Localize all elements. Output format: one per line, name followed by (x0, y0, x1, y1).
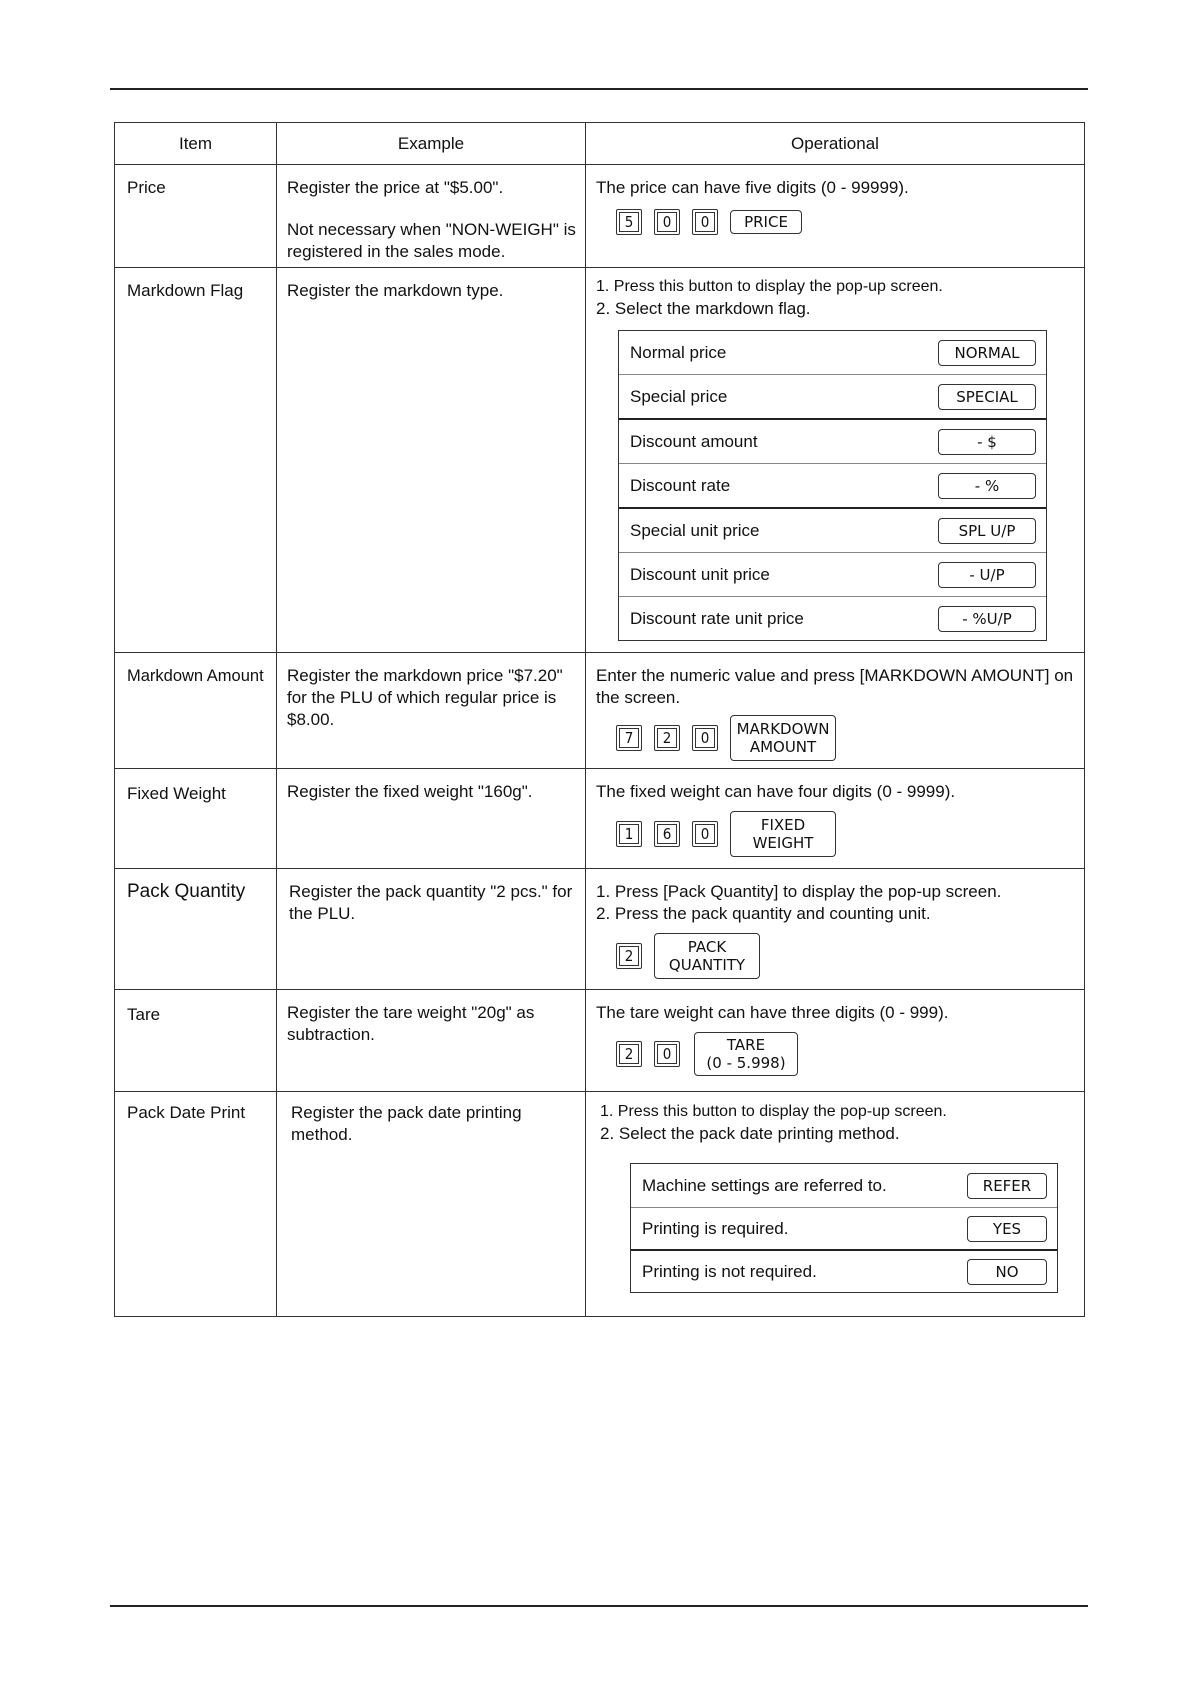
option-label: Special unit price (630, 520, 760, 540)
button-line2: AMOUNT (749, 738, 817, 756)
key-7[interactable] (616, 725, 642, 751)
popup-option-yes (631, 1207, 1057, 1249)
popup-option-discount-rate (619, 463, 1046, 507)
popup-option-normal (619, 331, 1046, 374)
item-fixed-weight: Fixed Weight (115, 769, 277, 869)
price-key-sequence (616, 209, 1084, 235)
popup-option-discount-rate-unit-price (619, 596, 1046, 640)
key-0[interactable] (692, 821, 718, 847)
key-0[interactable] (654, 1041, 680, 1067)
key-label: 2 (619, 1044, 639, 1064)
key-0[interactable] (692, 209, 718, 235)
key-2[interactable] (616, 943, 642, 969)
table-row-markdown-amount (115, 653, 1085, 769)
example-pack-quantity: Register the pack quantity "2 pcs." for the PLU. (277, 869, 586, 990)
table-row-pack-date-print (115, 1092, 1085, 1317)
operational-markdown-flag (586, 268, 1085, 653)
table-header-row (115, 123, 1085, 165)
discount-up-button[interactable]: - U/P (938, 562, 1036, 588)
key-6[interactable] (654, 821, 680, 847)
example-markdown-amount: Register the markdown price "$7.20" for the PLU of which regular price is $8.00. (277, 653, 586, 769)
example-markdown-flag: Register the markdown type. (277, 268, 586, 653)
popup-option-special (619, 374, 1046, 418)
operational-tare (586, 990, 1085, 1092)
item-markdown-amount: Markdown Amount (115, 653, 277, 769)
key-5[interactable] (616, 209, 642, 235)
key-label: 1 (619, 824, 639, 844)
option-label: Discount amount (630, 431, 758, 451)
option-label: Printing is required. (642, 1218, 789, 1238)
button-line2: (0 - 5.998) (706, 1054, 786, 1072)
example-price-line1: Register the price at "$5.00". (287, 178, 504, 197)
key-label: 0 (695, 824, 715, 844)
table-row-markdown-flag (115, 268, 1085, 653)
tare-button[interactable] (694, 1032, 798, 1076)
pack-quantity-key-sequence (616, 933, 1084, 979)
option-label: Discount unit price (630, 564, 770, 584)
popup-option-refer (631, 1164, 1057, 1207)
settings-table (114, 122, 1085, 1317)
table-row-pack-quantity (115, 869, 1085, 990)
button-line1: PACK (687, 938, 727, 956)
op-markdown-amount-text: Enter the numeric value and press [MARKDOWN AMOUNT] on the screen. (596, 666, 1074, 707)
popup-option-special-unit-price (619, 507, 1046, 552)
button-line1: TARE (726, 1036, 766, 1054)
option-label: Discount rate (630, 475, 731, 495)
key-label: 0 (695, 212, 715, 232)
key-label: 6 (657, 824, 677, 844)
operational-pack-date-print (586, 1092, 1085, 1317)
pack-quantity-step1: 1. Press [Pack Quantity] to display the pop-up screen. (596, 882, 1002, 901)
option-label: Printing is not required. (642, 1261, 817, 1281)
fixed-weight-button[interactable] (730, 811, 836, 857)
markdown-flag-step1: 1. Press this button to display the pop-up screen. (596, 278, 943, 295)
popup-option-discount-amount (619, 418, 1046, 463)
discount-amount-button[interactable]: - $ (938, 429, 1036, 455)
markdown-flag-step2: 2. Select the markdown flag. (596, 299, 811, 318)
discount-rate-button[interactable]: - % (938, 473, 1036, 499)
item-price: Price (115, 165, 277, 268)
key-0[interactable] (692, 725, 718, 751)
header-operational: Operational (586, 123, 1085, 165)
popup-option-no (631, 1249, 1057, 1292)
pack-quantity-button[interactable] (654, 933, 760, 979)
option-label: Discount rate unit price (630, 608, 804, 628)
pack-quantity-step2: 2. Press the pack quantity and counting unit. (596, 904, 931, 923)
option-label: Machine settings are referred to. (642, 1175, 887, 1195)
op-tare-text: The tare weight can have three digits (0 - 999). (596, 1003, 949, 1022)
operational-markdown-amount (586, 653, 1085, 769)
button-line1: FIXED (760, 816, 806, 834)
table-row-fixed-weight (115, 769, 1085, 869)
option-label: Normal price (630, 342, 727, 362)
example-tare: Register the tare weight "20g" as subtraction. (277, 990, 586, 1092)
operational-pack-quantity (586, 869, 1085, 990)
operational-price (586, 165, 1085, 268)
fixed-weight-key-sequence (616, 811, 1084, 857)
key-2[interactable] (616, 1041, 642, 1067)
option-label: Special price (630, 386, 728, 406)
button-line1: MARKDOWN (736, 720, 830, 738)
header-item: Item (115, 123, 277, 165)
table-row-price (115, 165, 1085, 268)
key-label: 2 (657, 728, 677, 748)
discount-rate-up-button[interactable]: - %U/P (938, 606, 1036, 632)
key-2[interactable] (654, 725, 680, 751)
markdown-amount-key-sequence (616, 715, 1084, 761)
item-pack-date-print: Pack Date Print (115, 1092, 277, 1317)
key-label: 0 (657, 1044, 677, 1064)
key-1[interactable] (616, 821, 642, 847)
key-label: 5 (619, 212, 639, 232)
refer-button[interactable]: REFER (967, 1173, 1047, 1199)
example-fixed-weight: Register the fixed weight "160g". (277, 769, 586, 869)
key-label: 7 (619, 728, 639, 748)
key-label: 2 (619, 946, 639, 966)
example-pack-date-print: Register the pack date printing method. (277, 1092, 586, 1317)
operational-fixed-weight (586, 769, 1085, 869)
key-label: 0 (695, 728, 715, 748)
op-fixed-weight-text: The fixed weight can have four digits (0 - 9999). (596, 782, 956, 801)
button-line2: WEIGHT (752, 834, 814, 852)
pack-date-step2: 2. Select the pack date printing method. (600, 1124, 900, 1143)
top-rule (110, 88, 1088, 90)
markdown-flag-popup (618, 330, 1047, 641)
pack-date-popup (630, 1163, 1058, 1293)
yes-button[interactable]: YES (967, 1216, 1047, 1242)
price-button[interactable]: PRICE (730, 210, 802, 234)
tare-key-sequence (616, 1032, 1084, 1076)
key-0[interactable] (654, 209, 680, 235)
spl-up-button[interactable]: SPL U/P (938, 518, 1036, 544)
bottom-rule (110, 1605, 1088, 1607)
header-example: Example (277, 123, 586, 165)
normal-button[interactable]: NORMAL (938, 340, 1036, 366)
op-price-text: The price can have five digits (0 - 99999). (596, 178, 909, 197)
button-line2: QUANTITY (668, 956, 746, 974)
table-row-tare (115, 990, 1085, 1092)
pack-date-step1: 1. Press this button to display the pop-up screen. (600, 1103, 947, 1120)
key-label: 0 (657, 212, 677, 232)
item-tare: Tare (115, 990, 277, 1092)
no-button[interactable]: NO (967, 1259, 1047, 1285)
markdown-amount-button[interactable] (730, 715, 836, 761)
example-price-line2: Not necessary when "NON-WEIGH" is registered in the sales mode. (287, 220, 576, 261)
item-pack-quantity: Pack Quantity (115, 869, 277, 990)
special-button[interactable]: SPECIAL (938, 384, 1036, 410)
example-price (277, 165, 586, 268)
item-markdown-flag: Markdown Flag (115, 268, 277, 653)
popup-option-discount-unit-price (619, 552, 1046, 596)
